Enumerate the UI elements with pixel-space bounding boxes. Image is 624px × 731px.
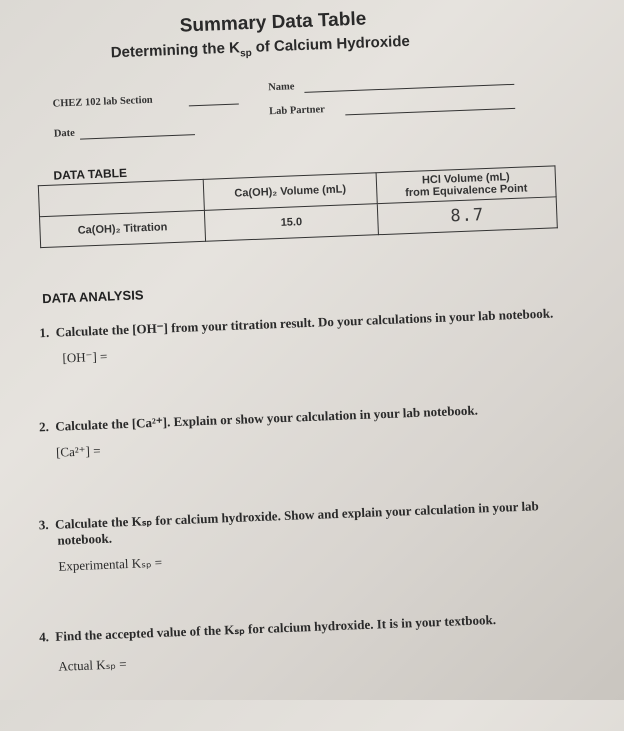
subtitle-suffix: of Calcium Hydroxide [251,32,411,56]
data-table-heading: DATA TABLE [53,165,128,183]
lab-partner-line [345,108,515,116]
caoh2-volume-value: 15.0 [204,204,378,242]
subtitle-prefix: Determining the K [110,39,241,62]
lab-section-line [189,103,239,106]
question-3-text-line2: notebook. [57,530,113,548]
question-2-text: Calculate the [Ca²⁺]. Explain or show your calculation in your lab notebook. [55,402,479,434]
hcl-volume-value: 8.7 [377,197,557,235]
question-2-number: 2. [38,418,50,435]
question-3 [39,498,540,533]
question-4 [39,612,496,646]
caoh2-volume-header: Ca(OH)₂ Volume (mL) [203,173,377,211]
question-2 [39,402,478,435]
actual-ksp-answer: Actual Kₛₚ = [57,656,127,674]
lab-section-label: CHEZ 102 lab Section [52,94,153,110]
experimental-ksp-answer: Experimental Kₛₚ = [58,554,163,574]
question-1-number: 1. [39,324,50,341]
name-label: Name [268,81,295,94]
data-analysis-heading: DATA ANALYSIS [41,287,144,307]
lab-partner-label: Lab Partner [268,104,326,118]
name-line [304,84,514,93]
hcl-header-line1: HCl Volume (mL) [421,171,510,187]
titration-row-label: Ca(OH)₂ Titration [40,210,206,247]
ca-concentration-answer: [Ca²⁺] = [55,443,101,460]
subtitle-sub: sp [239,47,252,60]
hcl-header-line2: from Equivalence Point [405,182,528,200]
question-3-number: 3. [38,517,49,533]
question-4-number: 4. [38,629,50,645]
question-4-text: Find the accepted value of the Kₛₚ for calcium hydroxide. It is in your textbook. [55,611,497,644]
date-line [80,134,195,139]
question-1 [39,306,553,342]
question-3-text-line1: Calculate the Kₛₚ for calcium hydroxide. Show and explain your calculation in your lab [54,498,540,532]
question-1-text: Calculate the [OH⁻] from your titration result. Do your calculations in your lab notebook. [55,305,554,340]
page-subtitle [110,33,410,64]
oh-concentration-answer: [OH⁻] = [62,348,108,366]
page-title: Summary Data Table [179,8,367,37]
date-label: Date [53,127,76,140]
